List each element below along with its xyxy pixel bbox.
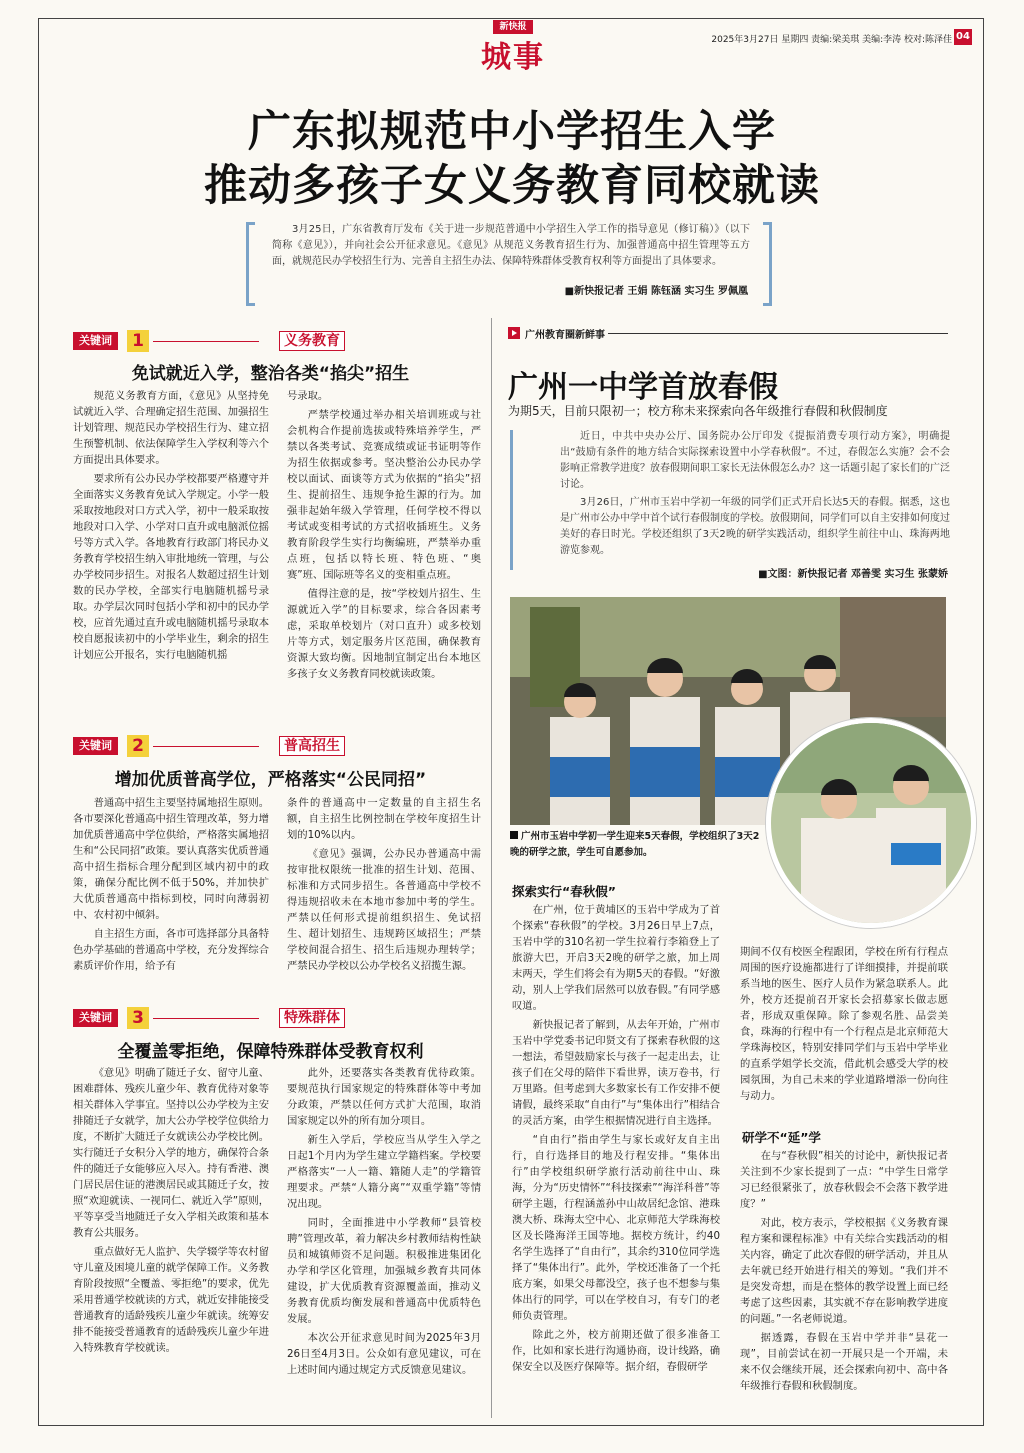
paragraph: 据透露，春假在玉岩中学并非“昙花一现”，目前尝试在初一开展只是一个开端，未来不仅会继续开展，还会探索向初中、高中各年级推行春假和秋假制度。 (740, 1332, 948, 1392)
paragraph: 除此之外，校方前期还做了很多准备工作，比如和家长进行沟通协商，设计线路，确保安全以及医疗保障等。据介绍，春假研学 (512, 1329, 720, 1373)
page-number: 04 (954, 29, 972, 45)
keyword2-col1 (73, 795, 269, 1000)
right-lead (560, 429, 950, 561)
right-col3 (740, 1148, 948, 1416)
keyword-bar-2 (73, 735, 345, 757)
paragraph: 近日，中共中央办公厅、国务院办公厅印发《提振消费专项行动方案》，明确提出“鼓励有条件的地方结合实际探索设置中小学春秋假”。不过，春假怎么实施？会不会影响正常教学进度？放春假期间职工家长无法休假怎么办？这一话题引起了家长们的广泛讨论。 (560, 431, 950, 490)
keyword2-col2 (287, 795, 481, 1000)
keyword1-col1 (73, 388, 269, 728)
column-divider (491, 318, 492, 1418)
column-tag-rule (608, 333, 948, 334)
keyword3-subhead: 全覆盖零拒绝，保障特殊群体受教育权利 (117, 1042, 424, 1062)
paragraph: 新快报记者了解到，从去年开始，广州市玉岩中学党委书记印贤文有了探索春秋假的这一想法，希望鼓励家长与孩子一起走出去，让孩子们在父母的陪伴下看世界，读万卷书，行万里路。但考虑到大多数家长有工作安排不便请假，最终采取“自由行”与“集体出行”相结合的灵活方案，由学生根据情况进行自主选择。 (512, 1019, 720, 1127)
section-name: 城事 (481, 40, 545, 75)
keyword-number: 2 (127, 735, 149, 757)
right-col2 (740, 944, 948, 1124)
right-lead-bracket (510, 430, 553, 570)
column-tag-text: 广州教育圈新鲜事 (525, 330, 605, 341)
paragraph: “自由行”指由学生与家长或好友自主出行，自行选择目的地及行程安排。“集体出行”由学校组织研学旅行活动前往中山、珠海，分为“历史情怀”“科技探索”“海洋科普”等研学主题，行程涵盖孙中山故居纪念馆、港珠澳大桥、珠海太空中心、北京师范大学珠海校区及长隆海洋王国等地。据校方统计，约40名学生选择了“自由行”，其余约310位同学选择了“集体出行”。此外，学校还准备了一个托底方案，如果父母都没空，孩子也不想参与集体出行的同学，可以在学校自习，有专门的老师负责管理。 (512, 1134, 720, 1322)
right-col1 (512, 902, 720, 1414)
paragraph: 自主招生方面，各市可选择部分具备特色办学基础的普通高中学校，充分发挥综合素质评价作用，给予有 (73, 928, 269, 972)
paragraph: 本次公开征求意见时间为2025年3月26日至4月3日。公众如有意见建议，可在上述时间内通过规定方式反馈意见建议。 (287, 1332, 481, 1376)
section-title-no-delay: 研学不“延”学 (742, 1130, 821, 1145)
caption-square-icon (510, 831, 518, 839)
right-byline: ■文图：新快报记者 邓善雯 实习生 张蒙娇 (758, 569, 948, 580)
keyword-bar-1 (73, 330, 345, 352)
bracket-left (246, 222, 255, 306)
keyword3-col1 (73, 1065, 269, 1415)
keyword-title: 义务教育 (279, 331, 345, 351)
lead-box (246, 222, 772, 300)
paragraph: 值得注意的是，按“学校划片招生、生源就近入学”的目标要求，综合各因素考虑，采取单校划片（对口直升）或多校划片等方式，划定服务片区范围，确保教育资源大致均衡。因地制宜制定出台本地区多孩子女义务教育同校就读政策。 (287, 588, 481, 680)
keyword-number: 3 (127, 1007, 149, 1029)
keyword1-subhead: 免试就近入学，整治各类“掐尖”招生 (131, 364, 410, 384)
play-icon (508, 327, 520, 339)
keyword-rule (153, 341, 259, 342)
keyword-label: 关键词 (73, 737, 118, 755)
paragraph: 普通高中招生主要坚持属地招生原则。各市要深化普通高中招生管理改革，努力增加优质普通高中学位供给，严格落实属地招生和“公民同招”政策。要认真落实优质普通高中招生指标合理分配到区域内初中的政策，确保分配比例不低于50%，并加快扩大优质普通高中指标到校，同时向薄弱初中、农村初中倾斜。 (73, 797, 269, 921)
keyword1-col2 (287, 388, 481, 728)
paragraph: 在广州，位于黄埔区的玉岩中学成为了首个探索“春秋假”的学校。3月26日早上7点，玉岩中学的310名初一学生拉着行李箱登上了旅游大巴，开启3天2晚的研学之旅，加上周末两天，学生们将会有为期5天的春假。“好激动，别人上学我们居然可以放春假。”有同学感叹道。 (512, 904, 720, 1012)
lead-text: 3月25日，广东省教育厅发布《关于进一步规范普通中小学招生入学工作的指导意见（修订稿）》（以下简称《意见》），并向社会公开征求意见。《意见》从规范义务教育招生行为、加强普通高中招生管理等五方面，就规范民办学校招生行为、完善自主招生办法、保障特殊群体受教育权利等方面提出了具体要求。 (272, 224, 750, 267)
inset-photo-illustration (771, 723, 971, 923)
header-meta: 2025年3月27日 星期四 责编:梁美琪 美编:李涛 校对:陈泽佳 (711, 35, 952, 45)
keyword-rule (153, 746, 259, 747)
paragraph: 严禁学校通过举办相关培训班或与社会机构合作提前选拔或特殊培养学生，严禁以各类考试、竞赛成绩或证书证明等作为招生依据或参考。坚决整治公办民办学校以面试、面谈等方式为依据的“掐尖”招生、提前招生、违规争抢生源的行为。加强非起始年级入学管理，任何学校不得以考试或变相考试的方式招收插班生。义务教育阶段学生实行均衡编班，严禁举办重点班，包括以特长班、特色班、“奥赛”班、国际班等名义的变相重点班。 (287, 409, 481, 581)
paragraph: 《意见》强调，公办民办普通高中需按审批权限统一批准的招生计划、范围、标准和方式同步招生。各普通高中学校不得违规招收未在本地市参加中考的学生。严禁以任何形式提前组织招生、免试招生、超计划招生、违规跨区域招生；严禁学校间混合招生、招生后违规办理转学；严禁民办学校以公办学校名义招揽生源。 (287, 848, 481, 972)
paragraph: 新生入学后，学校应当从学生入学之日起1个月内为学生建立学籍档案。学校要严格落实“一人一籍、籍随人走”的学籍管理要求。严禁“人籍分离”“双重学籍”等情况出现。 (287, 1134, 481, 1210)
paragraph: 条件的普通高中一定数量的自主招生名额，自主招生比例控制在学校年度招生计划的10%以内。 (287, 797, 481, 841)
right-subhead: 为期5天，目前只限初一；校方称未来探索向各年级推行春假和秋假制度 (508, 404, 888, 418)
keyword2-subhead: 增加优质普高学位，严格落实“公民同招” (114, 770, 427, 790)
paragraph: 《意见》明确了随迁子女、留守儿童、困难群体、残疾儿童少年、教育优待对象等相关群体入学事宜。坚持以公办学校为主安排随迁子女就学，加大公办学校学位供给力度，不断扩大随迁子女就读公办学校比例。实行随迁子女积分入学的地方，确保符合条件的随迁子女能够应入尽入。持有香港、澳门居民居住证的港澳居民或其随迁子女，按照“欢迎就读、一视同仁、就近入学”原则，平等享受当地随迁子女入学相关政策和基本教育公共服务。 (73, 1067, 269, 1239)
keyword-number: 1 (127, 330, 149, 352)
bracket-right (763, 222, 772, 306)
headline-line2: 推动多孩子女义务教育同校就读 (204, 161, 820, 211)
keyword-rule (153, 1018, 259, 1019)
keyword3-col2 (287, 1065, 481, 1415)
keyword-label: 关键词 (73, 332, 118, 350)
section-title-spring-autumn: 探索实行“春秋假” (512, 884, 616, 899)
paragraph: 要求所有公办民办学校都要严格遵守并全面落实义务教育免试入学规定。小学一般采取按地段对口方式入学，初中一般采取按地段对口入学、小学对口直升或电脑派位摇号等方式入学。各地教育行政部门将民办义务教育学校招生纳入审批地统一管理，与公办学校同步招生。对报名人数超过招生计划数的民办学校，全部实行电脑随机摇号录取。办学层次同时包括小学和初中的民办学校，应首先通过直升或电脑随机摇号录取本校自愿报读初中的小学毕业生，剩余的招生计划应公开报名，实行电脑随机摇 (73, 473, 269, 661)
keyword-title: 普高招生 (279, 736, 345, 756)
paragraph: 此外，还要落实各类教育优待政策。要规范执行国家规定的特殊群体等中考加分政策，严禁以任何方式扩大范围，取消国家规定以外的所有加分项目。 (287, 1067, 481, 1127)
lead-byline: ■新快报记者 王娟 陈钰涵 实习生 罗佩凰 (564, 286, 748, 297)
keyword-title: 特殊群体 (279, 1008, 345, 1028)
headline-line1: 广东拟规范中小学招生入学 (248, 107, 776, 157)
photo-caption (510, 829, 760, 861)
inset-photo (766, 718, 976, 928)
brand-tag: 新快报 (493, 20, 533, 34)
paragraph: 规范义务教育方面，《意见》从坚持免试就近入学、合理确定招生范围、加强招生计划管理、规范民办学校招生行为、建立招生预警机制、依法保障学生入学权利等六个方面提出具体要求。 (73, 390, 269, 466)
paragraph: 在与“春秋假”相关的讨论中，新快报记者关注到不少家长提到了一点：“中学生日常学习已经很紧张了，放春秋假会不会落下教学进度？” (740, 1150, 948, 1210)
paragraph: 重点做好无人监护、失学辍学等农村留守儿童及困境儿童的就学保障工作。义务教育阶段按照“全覆盖、零拒绝”的要求，优先采用普通学校就读的方式，就近安排能接受普通教育的适龄残疾儿童少年就读。统筹安排不能接受普通教育的适龄残疾儿童少年进入特殊教育学校就读。 (73, 1246, 269, 1354)
column-tag (508, 325, 948, 341)
paragraph: 号录取。 (287, 390, 329, 402)
paragraph: 同时，全面推进中小学教师“县管校聘”管理改革，着力解决乡村教师结构性缺员和城镇师资不足问题。积极推进集团化办学和学区化管理，加强城乡教育共同体建设，扩大优质教育资源覆盖面，推动义务教育优质均衡发展和普通高中优质特色发展。 (287, 1217, 481, 1325)
paragraph: 3月26日，广州市玉岩中学初一年级的同学们正式开启长达5天的春假。据悉，这也是广州市公办中学中首个试行春假制度的学校。放假期间，同学们可以自主安排如何度过美好的春日时光。学校还组织了3天2晚的研学实践活动，组织学生前往中山、珠海两地游览参观。 (560, 497, 950, 556)
right-headline: 广州一中学首放春假 (508, 370, 778, 405)
paragraph: 期间不仅有校医全程跟团，学校在所有行程点周围的医疗设施都进行了详细摸排，并提前联系当地的医生、医疗人员作为紧急联系人。此外，校方还提前召开家长会招募家长做志愿者，形成双重保障。除了参观名胜、品尝美食，珠海的行程中有一个行程点是北京师范大学珠海校区，特别安排同学们与玉岩中学毕业的直系学姐学长交流，借此机会感受大学的校园氛围，为自己未来的学业道路增添一份向往与动力。 (740, 946, 948, 1102)
keyword-label: 关键词 (73, 1009, 118, 1027)
paragraph: 对此，校方表示，学校根据《义务教育课程方案和课程标准》中有关综合实践活动的相关内容，确定了此次春假的研学活动，并且从去年就已经开始进行相关的筹划。“我们并不是突发奇想，而是在整体的教学设置上面已经考虑了这些因素，其实就不存在影响教学进度的问题。”一名老师说道。 (740, 1217, 948, 1325)
keyword-bar-3 (73, 1007, 345, 1029)
caption-text: 广州市玉岩中学初一学生迎来5天春假，学校组织了3天2晚的研学之旅，学生可自愿参加。 (510, 831, 760, 858)
